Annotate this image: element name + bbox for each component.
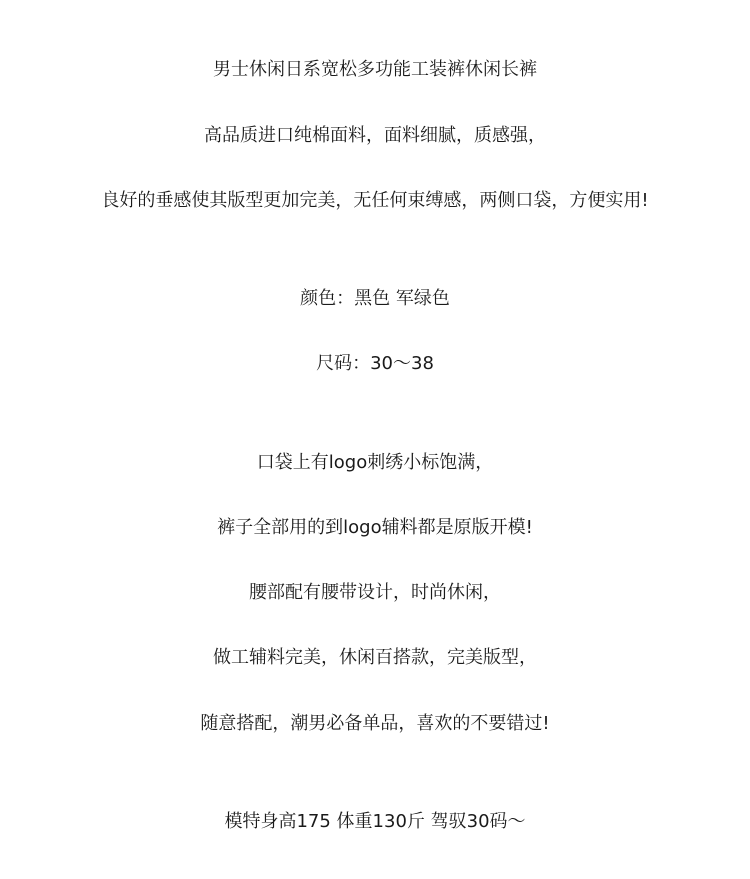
workmanship-text: 做工辅料完美，休闲百搭款，完美版型， <box>213 647 537 668</box>
fabric-quality-text: 高品质进口纯棉面料，面料细腻，质感强， <box>204 125 546 146</box>
styling-text: 随意搭配，潮男必备单品，喜欢的不要错过! <box>200 713 550 734</box>
waist-belt-text: 腰部配有腰带设计，时尚休闲， <box>249 582 501 603</box>
model-info-text: 模特身高175 体重130斤 驾驭30码～ <box>224 811 526 832</box>
color-options-text: 颜色：黑色 军绿色 <box>300 288 450 309</box>
size-range-text: 尺码：30～38 <box>316 353 434 374</box>
fit-features-text: 良好的垂感使其版型更加完美，无任何束缚感，两侧口袋，方便实用! <box>101 190 649 211</box>
product-title: 男士休闲日系宽松多功能工装裤休闲长裤 <box>213 59 537 80</box>
accessories-text: 裤子全部用的到logo辅料都是原版开模! <box>217 517 533 538</box>
pocket-logo-text: 口袋上有logo刺绣小标饱满， <box>256 452 494 473</box>
